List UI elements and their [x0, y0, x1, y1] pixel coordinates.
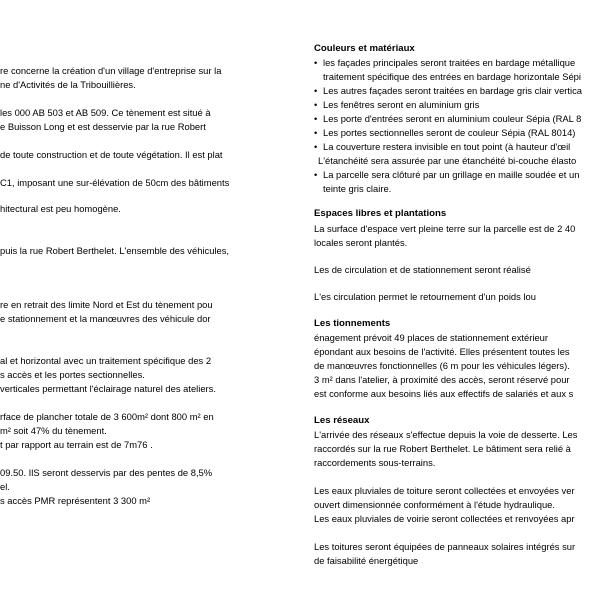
text-line: e Buisson Long et est desservie par la rue Robert: [0, 121, 206, 132]
right-text-column: [314, 0, 600, 600]
text-line: C1, imposant une sur-élévation de 50cm des bâtiments: [0, 177, 230, 188]
bullet-glyph: •: [314, 169, 318, 180]
text-line: puis la rue Robert Berthelet. L'ensemble des véhicules,: [0, 245, 230, 256]
section-heading-spaces: Espaces libres et plantations: [314, 208, 447, 219]
bullet-glyph: •: [314, 85, 318, 96]
bullet-glyph: •: [314, 113, 318, 124]
text-line: traitement spécifique des entrées en bardage horizontale Sépi: [323, 71, 581, 82]
left-text-column: [0, 0, 285, 600]
text-line: teinte gris claire.: [323, 183, 392, 194]
bullet-item: [314, 84, 582, 97]
text-line: rface de plancher totale de 3 600m² dont 800 m² en: [0, 411, 214, 422]
text-line: 09.50. IlS seront desservis par des pentes de 8,5%: [0, 467, 213, 478]
text-line: m² soit 47% du tènement.: [0, 425, 107, 436]
text-line: el.: [0, 481, 10, 492]
text-line: t par rapport au terrain est de 7m76 .: [0, 439, 153, 450]
text-line: e stationnement et la manœuvres des véhicule dor: [0, 313, 211, 324]
text-line: ne d'Activités de la Tribouillières.: [0, 79, 136, 90]
text-line: de manœuvres fonctionnelles (6 m pour les véhicules légers).: [314, 360, 570, 371]
text-line: re en retrait des limite Nord et Est du tènement pou: [0, 299, 213, 310]
text-line: L'arrivée des réseaux s'effectue depuis la voie de desserte. Les: [314, 429, 578, 440]
text-line: les 000 AB 503 et AB 509. Ce tènement est situé à: [0, 107, 211, 118]
text-line: épondant aux besoins de l'activité. Elles présentent toutes les: [314, 346, 570, 357]
bullet-item: [314, 140, 570, 153]
text-line: de faisabilité énergétique: [314, 555, 419, 566]
bullet-item: [314, 126, 575, 139]
text-line: Les eaux pluviales de voirie seront collectées et renvoyées apr: [314, 513, 575, 524]
text-line: s accès et les portes sectionnelles.: [0, 369, 145, 380]
section-heading-parking: Les tionnements: [314, 318, 391, 329]
bullet-glyph: •: [314, 141, 318, 152]
text-line: raccordements sous-terrains.: [314, 457, 436, 468]
bullet-text: La parcelle sera clôturé par un grillage en maille soudée et un: [323, 169, 580, 180]
bullet-text: La couverture restera invisible en tout point (à hauteur d'œil: [323, 141, 571, 152]
bullet-glyph: •: [314, 127, 318, 138]
text-line: Les eaux pluviales de toiture seront collectées et envoyées ver: [314, 485, 575, 496]
text-line: est conforme aux besoins liés aux effectifs de salariés et aux s: [314, 388, 574, 399]
text-line: hitectural est peu homogène.: [0, 203, 121, 214]
text-line: Les de circulation et de stationnement seront réalisé: [314, 264, 531, 275]
text-line: re concerne la création d'un village d'entreprise sur la: [0, 65, 222, 76]
text-line: verticales permettant l'éclairage naturel des ateliers.: [0, 383, 216, 394]
text-line: ouvert dimensionnée conformément à l'étude hydraulique.: [314, 499, 555, 510]
bullet-text: les façades principales seront traitées en bardage métallique: [323, 57, 576, 68]
text-line: s accès PMR représentent 3 300 m²: [0, 495, 151, 506]
bullet-text: Les porte d'entrées seront en aluminium couleur Sépia (RAL 8: [323, 113, 582, 124]
text-line: énagement prévoit 49 places de stationnement extérieur: [314, 332, 548, 343]
bullet-glyph: •: [314, 99, 318, 110]
bullet-text: Les portes sectionnelles seront de couleur Sépia (RAL 8014): [323, 127, 576, 138]
text-line: raccordés sur la rue Robert Berthelet. Le bâtiment sera relié à: [314, 443, 571, 454]
text-line: al et horizontal avec un traitement spécifique des 2: [0, 355, 212, 366]
text-line: L'étanchéité sera assurée par une étanchéité bi-couche élasto: [318, 155, 577, 166]
bullet-item: [314, 112, 581, 125]
text-line: 3 m² dans l'atelier, à proximité des accès, seront réservé pour: [314, 374, 570, 385]
bullet-text: Les autres façades seront traitées en bardage gris clair vertica: [323, 85, 582, 96]
bullet-glyph: •: [314, 57, 318, 68]
bullet-item: [314, 168, 579, 181]
text-line: de toute construction et de toute végétation. Il est plat: [0, 149, 223, 160]
bullet-item: [314, 98, 479, 111]
text-line: locales seront plantés.: [314, 237, 408, 248]
bullet-text: Les fenêtres seront en aluminium gris: [323, 99, 480, 110]
section-heading-colors: Couleurs et matériaux: [314, 43, 415, 54]
section-heading-networks: Les réseaux: [314, 415, 370, 426]
text-line: La surface d'espace vert pleine terre sur la parcelle est de 2 40: [314, 223, 576, 234]
bullet-item: [314, 56, 575, 69]
text-line: Les toitures seront équipées de panneaux solaires intégrés sur: [314, 541, 576, 552]
text-line: L'es circulation permet le retournement d'un poids lou: [314, 291, 536, 302]
